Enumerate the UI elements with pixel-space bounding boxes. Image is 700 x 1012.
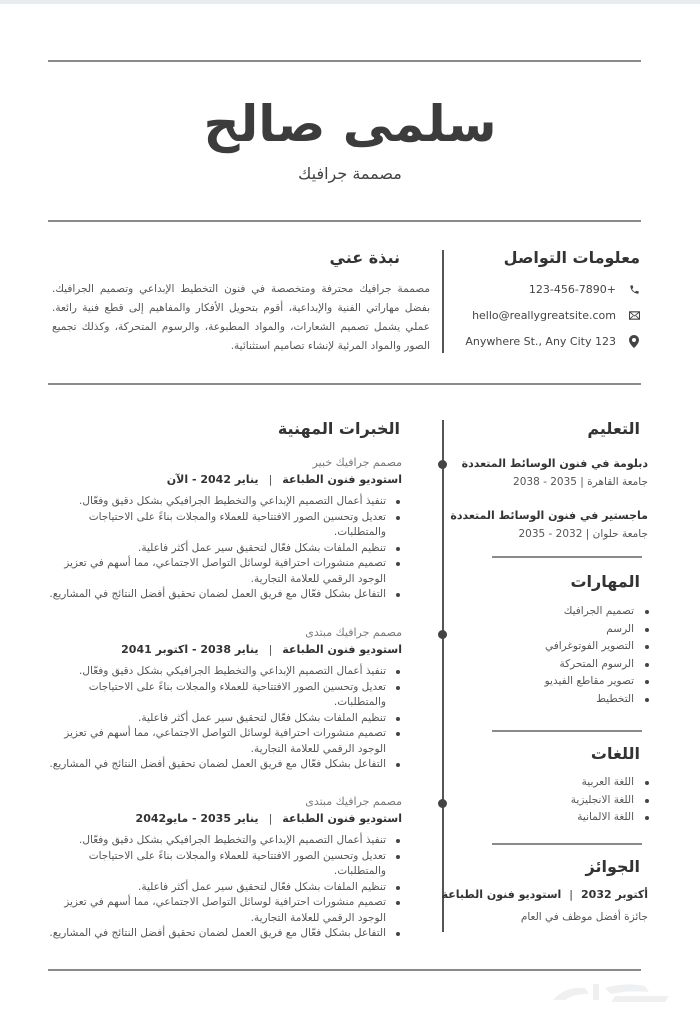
job-title: مصمم جرافيك مبتدى [305, 626, 402, 639]
address-text: Anywhere St., Any City 123 [465, 335, 616, 348]
divider-languages [492, 730, 642, 732]
job-company-period [136, 812, 402, 825]
award-description: جائزة أفضل موظف في العام [520, 911, 648, 923]
location-pin-icon [628, 336, 640, 348]
job-bullet: تعديل وتحسين الصور الافتتاحية للعملاء والمجلات بناءً على الاحتياجات والمتطلبات. [47, 510, 402, 541]
job-bullet: تصميم منشورات احترافية لوسائل التواصل الاجتماعي، مما أسهم في تعزيز الوجود الرقمي للعلامة التجارية. [47, 556, 402, 587]
divider-mid [48, 383, 641, 385]
job-company-period [121, 643, 402, 656]
language-item: اللغة العربية [571, 774, 652, 792]
award-separator: | [569, 888, 574, 901]
job-company: استوديو فنون الطباعة [282, 643, 402, 656]
job-bullet: تنفيذ أعمال التصميم الإبداعي والتخطيط الجرافيكي بشكل دقيق وفعّال. [47, 664, 402, 680]
job-company: استوديو فنون الطباعة [282, 812, 402, 825]
job-company: استوديو فنون الطباعة [282, 473, 402, 486]
languages-section-title: اللغات [591, 744, 640, 763]
job-bullet: تصميم منشورات احترافية لوسائل التواصل الاجتماعي، مما أسهم في تعزيز الوجود الرقمي للعلامة التجارية. [47, 726, 402, 757]
job-bullet: التفاعل بشكل فعّال مع فريق العمل لضمان تحقيق أفضل النتائج في المشاريع. [47, 587, 402, 603]
timeline-line [442, 420, 444, 932]
skill-item: تصميم الجرافيك [545, 603, 652, 621]
job-period: يناير 2038 - اكتوبر 2041 [121, 643, 259, 656]
award-date: أكتوبر 2032 [581, 888, 648, 901]
languages-list [571, 774, 652, 827]
language-item: اللغة الالمانية [571, 809, 652, 827]
skill-item: التخطيط [545, 691, 652, 709]
job-bullet: تنظيم الملفات بشكل فعّال لتحقيق سير عمل أكثر فاعلية. [47, 711, 402, 727]
job-bullet: تصميم منشورات احترافية لوسائل التواصل الاجتماعي، مما أسهم في تعزيز الوجود الرقمي للعلامة التجارية. [47, 895, 402, 926]
divider-awards [492, 843, 642, 845]
divider-skills [492, 556, 642, 558]
job-separator: | [268, 812, 273, 825]
job-title: مصمم جرافيك مبتدى [305, 795, 402, 808]
contact-section-title: معلومات التواصل [504, 248, 640, 267]
job-bullet: تنفيذ أعمال التصميم الإبداعي والتخطيط الجرافيكي بشكل دقيق وفعّال. [47, 833, 402, 849]
job-separator: | [268, 473, 273, 486]
job-bullet: تعديل وتحسين الصور الافتتاحية للعملاء والمجلات بناءً على الاحتياجات والمتطلبات. [47, 849, 402, 880]
top-strip [0, 0, 700, 4]
about-section-title: نبذة عني [330, 248, 400, 267]
job-period: يناير 2035 - مايو2042 [135, 812, 259, 825]
job-bullet: تنظيم الملفات بشكل فعّال لتحقيق سير عمل أكثر فاعلية. [47, 880, 402, 896]
timeline-dot [438, 799, 447, 808]
email-text[interactable]: hello@reallygreatsite.com [472, 309, 616, 322]
skills-list [545, 603, 652, 708]
experience-section-title: الخبرات المهنية [278, 419, 400, 438]
award-org: استوديو فنون الطباعة [441, 888, 562, 901]
job-period: يناير 2042 - الآن [166, 473, 259, 486]
job-bullet: تنظيم الملفات بشكل فعّال لتحقيق سير عمل أكثر فاعلية. [47, 541, 402, 557]
education-details: جامعة حلوان | 2032 - 2035 [518, 528, 648, 540]
phone-icon [628, 284, 640, 296]
haraj-watermark-logo [545, 972, 675, 1008]
resume-role: مصممة جرافيك [298, 164, 402, 183]
language-item: اللغة الانجليزية [571, 792, 652, 810]
job-separator: | [268, 643, 273, 656]
job-bullets [47, 494, 402, 603]
divider-top [48, 60, 641, 62]
education-degree: دبلومة في فنون الوسائط المتعددة [461, 457, 648, 470]
job-company-period [167, 473, 402, 486]
job-bullet: التفاعل بشكل فعّال مع فريق العمل لضمان تحقيق أفضل النتائج في المشاريع. [47, 926, 402, 942]
job-bullets [47, 833, 402, 942]
timeline-dot [438, 630, 447, 639]
job-bullets [47, 664, 402, 773]
education-details: جامعة القاهرة | 2035 - 2038 [513, 476, 648, 488]
job-bullet: تعديل وتحسين الصور الافتتاحية للعملاء والمجلات بناءً على الاحتياجات والمتطلبات. [47, 680, 402, 711]
skill-item: تصوير مقاطع الفيديو [545, 673, 652, 691]
education-section-title: التعليم [587, 419, 640, 438]
divider-bottom [48, 969, 641, 971]
award-line [442, 888, 648, 901]
awards-section-title: الجوائز [586, 857, 641, 876]
divider-header-bottom [48, 220, 641, 222]
skills-section-title: المهارات [570, 572, 640, 591]
skill-item: الرسوم المتحركة [545, 656, 652, 674]
mail-icon [628, 310, 640, 322]
job-bullet: تنفيذ أعمال التصميم الإبداعي والتخطيط الجرافيكي بشكل دقيق وفعّال. [47, 494, 402, 510]
skill-item: الرسم [545, 621, 652, 639]
about-text: مصممة جرافيك محترفة ومتخصصة في فنون التخطيط الإبداعي وتصميم الجرافيك. بفضل مهاراتي الفنية والإبداعية، أقوم بتحويل الأفكار والمفاهيم إلى قطع فنية رائعة. عملي يشمل تصميم الشعارات، والمواد المطبوعة، والرسوم المتحركة، وكذلك تجميع الصور والمواد المرئية لإنشاء تصاميم استثنائية. [52, 283, 430, 352]
skill-item: التصوير الفوتوغرافي [545, 638, 652, 656]
education-degree: ماجستير في فنون الوسائط المتعددة [450, 509, 648, 522]
job-bullet: التفاعل بشكل فعّال مع فريق العمل لضمان تحقيق أفضل النتائج في المشاريع. [47, 757, 402, 773]
job-title: مصمم جرافيك خبير [312, 456, 402, 469]
phone-text: 123-456-7890+ [528, 283, 616, 296]
timeline-dot [438, 460, 447, 469]
resume-name: سلمى صالح [203, 95, 497, 153]
